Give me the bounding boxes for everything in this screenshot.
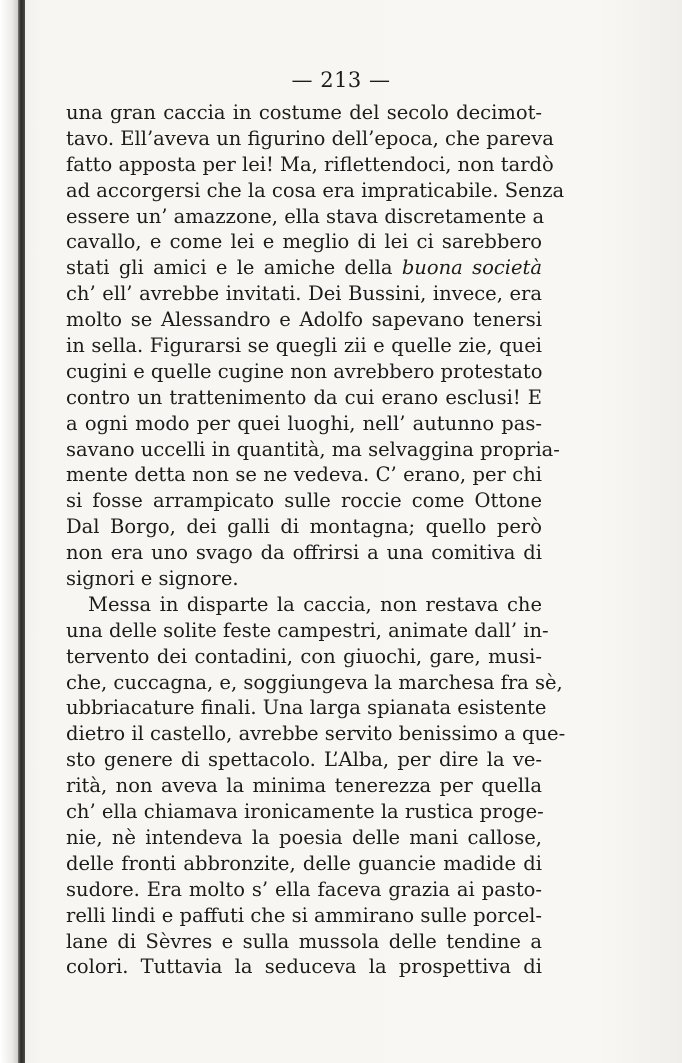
text-segment: stati gli amici e le amiche della — [66, 256, 402, 280]
text-line: una delle solite feste campestri, animate dall’ in- — [66, 618, 549, 642]
text-line: sto genere di spettacolo. L’Alba, per dire la ve- — [66, 748, 542, 772]
text-line: in sella. Figurarsi se quegli zii e quelle zie, quei — [66, 334, 542, 358]
text-line: colori. Tuttavia la seduceva la prospettiva di — [66, 955, 542, 979]
text-line: nie, nè intendeva la poesia delle mani callose, — [66, 825, 542, 849]
text-line: cugini e quelle cugine non avrebbero protestato — [66, 359, 543, 383]
text-line: a ogni modo per quei luoghi, nell’ autunno pas- — [66, 411, 542, 435]
text-line: essere un’ amazzone, ella stava discretamente a — [66, 204, 545, 228]
text-line: tervento dei contadini, con giuochi, gare, musi- — [66, 644, 542, 668]
text-line: una gran caccia in costume del secolo decimot- — [66, 101, 542, 124]
text-line: ad accorgersi che la cosa era impraticabile. Senza — [66, 178, 565, 202]
text-line: lane di Sèvres e sulla mussola delle tendine a — [66, 929, 542, 953]
page-number: — 213 — — [291, 68, 391, 92]
text-line: savano uccelli in quantità, ma selvaggina propria- — [66, 437, 560, 461]
text-line: cavallo, e come lei e meglio di lei ci sarebbero — [66, 230, 542, 254]
text-line: relli lindi e paffuti che si ammirano sulle porcel- — [66, 903, 542, 927]
text-line: mente detta non se ne vedeva. C’ erano, per chi — [66, 463, 542, 487]
text-line: tavo. Ell’aveva un figurino dell’epoca, che pareva — [66, 126, 554, 150]
text-line: fatto apposta per lei! Ma, riflettendoci, non tardò — [66, 152, 554, 176]
text-line: si fosse arrampicato sulle roccie come Ottone — [66, 489, 542, 513]
binding-edge — [18, 0, 25, 1063]
text-line: ch’ ell’ avrebbe invitati. Dei Bussini, invece, era — [66, 282, 542, 306]
text-line: ch’ ella chiamava ironicamente la rustica proge- — [66, 800, 544, 824]
text-line: che, cuccagna, e, soggiungeva la marchesa fra sè, — [66, 670, 563, 694]
text-line: dietro il castello, avrebbe servito benissimo a que- — [66, 722, 566, 746]
text-line — [66, 255, 542, 281]
text-line: non era uno svago da offrirsi a una comitiva di — [66, 541, 542, 565]
text-line: Messa in disparte la caccia, non restava che — [88, 592, 542, 616]
text-line: Dal Borgo, dei galli di montagna; quello però — [66, 515, 542, 539]
text-line: ubbriacature finali. Una larga spianata esistente — [66, 696, 547, 720]
italic-phrase: buona società — [401, 256, 542, 280]
body-text — [66, 100, 566, 980]
text-line: contro un trattenimento da cui erano esclusi! E — [66, 385, 542, 409]
binding-shadow — [0, 0, 18, 1063]
text-line: sudore. Era molto s’ ella faceva grazia ai pasto- — [66, 877, 542, 901]
text-line: molto se Alessandro e Adolfo sapevano tenersi — [66, 308, 542, 332]
text-line: rità, non aveva la minima tenerezza per quella — [66, 774, 542, 798]
text-line: delle fronti abbronzite, delle guancie madide di — [66, 851, 542, 875]
text-line: signori e signore. — [66, 567, 239, 591]
